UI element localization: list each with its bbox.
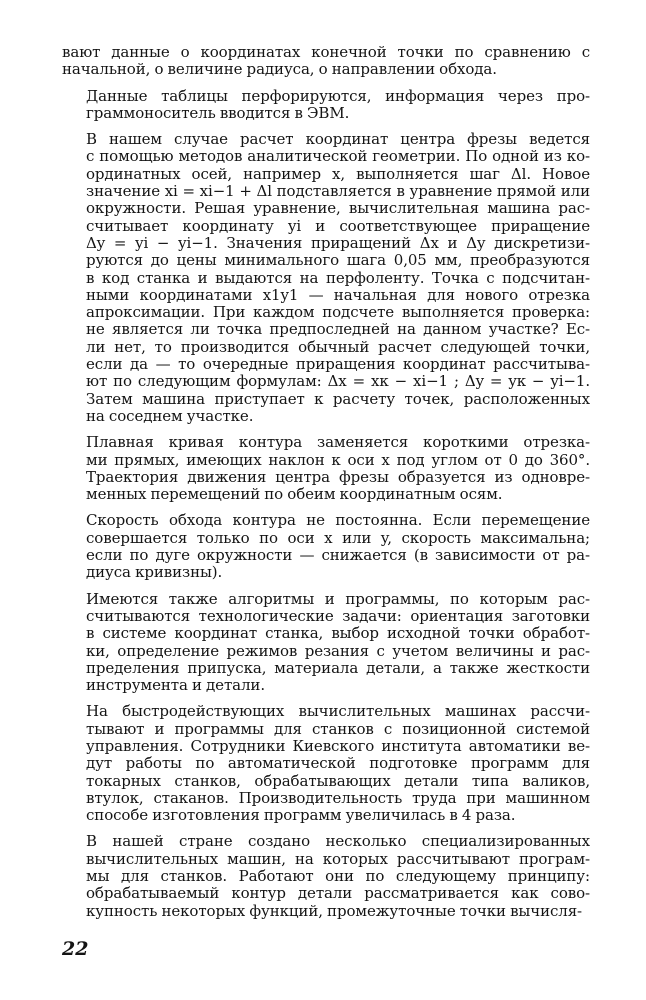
text-line: ли нет, то производится обычный расчет следующей точки, (86, 337, 590, 356)
text-line: ными координатами x1y1 — начальная для нового отрезка (86, 285, 590, 304)
text-line: втулок, стаканов. Производительность труда при машинном (86, 788, 590, 807)
text-line: токарных станков, обрабатывающих детали типа валиков, (86, 771, 590, 790)
text-line: Траектория движения центра фрезы образуется из одновре- (86, 467, 590, 486)
text-line: граммоноситель вводится в ЭВМ. (86, 103, 350, 122)
text-line: способе изготовления программ увеличилась в 4 раза. (86, 806, 516, 825)
text-line: менных перемещений по обеим координатным осям. (86, 485, 503, 504)
text-line: управления. Сотрудники Киевского института автоматики ве- (86, 736, 590, 755)
text-line: апроксимации. При каждом подсчете выполняется проверка: (86, 303, 590, 322)
text-line: значение xi = xi−1 + Δl подставляется в уравнение прямой или (86, 182, 590, 201)
text-line: тывают и программы для станков с позиционной системой (86, 719, 590, 738)
text-line: вают данные о координатах конечной точки по сравнению с (62, 43, 590, 61)
text-line: диуса кривизны). (86, 563, 223, 582)
text-line: ми прямых, имеющих наклон к оси x под углом от 0 до 360°. (86, 450, 590, 469)
text-line: считывает координату yi и соответствующее приращение (86, 216, 590, 235)
text-line: мы для станков. Работают они по следующему принципу: (86, 867, 590, 886)
text-line: с помощью методов аналитической геометрии. По одной из ко- (86, 147, 590, 166)
text-line: Скорость обхода контура не постоянна. Если перемещение (86, 511, 590, 530)
paragraph (62, 88, 590, 123)
text-line: вычислительных машин, на которых рассчитывают програм- (86, 849, 590, 868)
text-line: На быстродействующих вычислительных машинах рассчи- (86, 702, 590, 721)
page-body (62, 44, 590, 929)
text-line: Затем машина приступает к расчету точек, расположенных (86, 389, 590, 408)
text-line: Δy = yi − yi−1. Значения приращений Δx и Δy дискретизи- (86, 233, 590, 252)
text-line: В нашем случае расчет координат центра фрезы ведется (86, 130, 590, 149)
text-line: не является ли точка предпоследней на данном участке? Ес- (86, 320, 590, 339)
text-line: ют по следующим формулам: Δx = xк − xi−1 ; Δy = yк − yi−1. (86, 372, 590, 391)
text-line: окружности. Решая уравнение, вычислительная машина рас- (86, 199, 590, 218)
text-line: дут работы по автоматической подготовке программ для (86, 754, 590, 773)
text-line: на соседнем участке. (86, 406, 254, 425)
text-line: совершается только по оси x или y, скорость максимальна; (86, 528, 590, 547)
paragraph (62, 512, 590, 581)
paragraph (62, 434, 590, 503)
text-line: купность некоторых функций, промежуточные точки вычисля- (86, 901, 583, 920)
text-line: в системе координат станка, выбор исходной точки обработ- (86, 624, 590, 643)
text-line: если по дуге окружности — снижается (в зависимости от ра- (86, 546, 590, 565)
text-line: обрабатываемый контур детали рассматривается как сово- (86, 884, 590, 903)
paragraph (62, 703, 590, 824)
paragraph (62, 44, 590, 79)
page-number: 22 (62, 938, 89, 960)
text-line: ки, определение режимов резания с учетом величины и рас- (86, 641, 590, 660)
paragraph (62, 591, 590, 695)
text-line: Имеются также алгоритмы и программы, по которым рас- (86, 589, 590, 608)
text-line: Плавная кривая контура заменяется короткими отрезка- (86, 433, 590, 452)
text-line: считываются технологические задачи: ориентация заготовки (86, 606, 590, 625)
text-line: если да — то очередные приращения координат рассчитыва- (86, 355, 590, 374)
paragraph (62, 833, 590, 919)
text-line: в код станка и выдаются на перфоленту. Точка с подсчитан- (86, 268, 590, 287)
text-line: начальной, о величине радиуса, о направлении обхода. (62, 60, 497, 79)
text-line: пределения припуска, материала детали, а также жесткости (86, 658, 590, 677)
text-line: инструмента и детали. (86, 676, 265, 695)
text-line: В нашей стране создано несколько специализированных (86, 832, 590, 851)
text-line: руются до цены минимального шага 0,05 мм, преобразуются (86, 251, 590, 270)
text-line: ординатных осей, например x, выполняется шаг Δl. Новое (86, 164, 590, 183)
paragraph (62, 131, 590, 425)
text-line: Данные таблицы перфорируются, информация через про- (86, 86, 590, 105)
